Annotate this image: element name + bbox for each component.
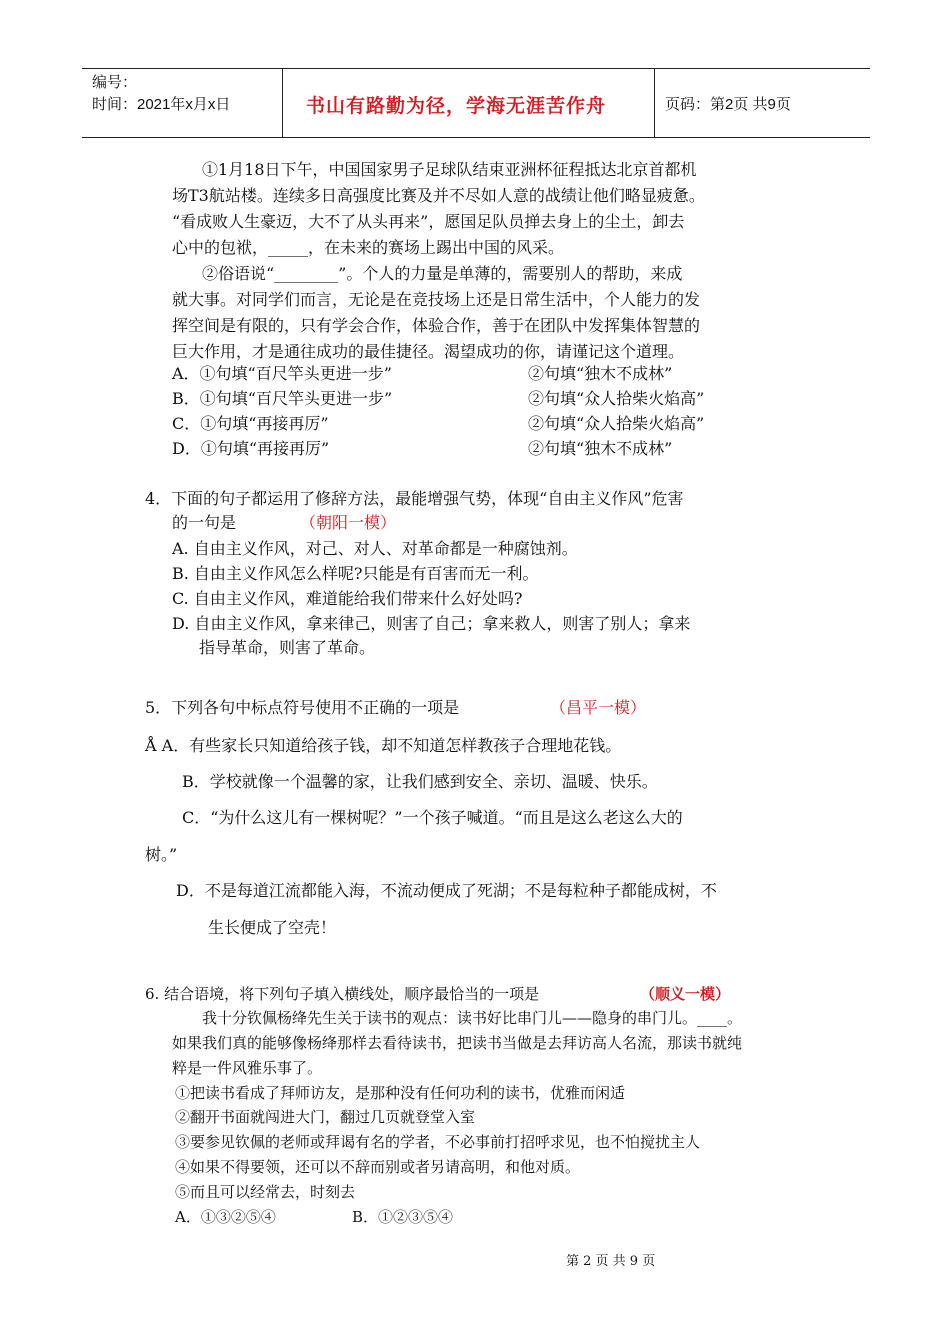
q6-item-1: ①把读书看成了拜师访友，是那种没有任何功利的读书，优雅而闲适 xyxy=(175,1084,626,1102)
header-divider xyxy=(654,69,655,137)
q6-item-5: ⑤而且可以经常去，时刻去 xyxy=(175,1183,356,1201)
q3-p2-line4: 巨大作用，才是通往成功的最佳捷径。渴望成功的你，请谨记这个道理。 xyxy=(172,342,685,361)
q3-p2-line1: ②俗语说“________”。个人的力量是单薄的，需要别人的帮助，来成 xyxy=(202,264,683,283)
q6-passage-line2: 如果我们真的能够像杨绛那样去看待读书，把读书当做是去拜访高人名流，那读书就纯 xyxy=(172,1034,743,1052)
header-motto: 书山有路勤为径，学海无涯苦作舟 xyxy=(306,95,607,117)
q6-item-4: ④如果不得要领，还可以不辞而别或者另请高明，和他对质。 xyxy=(175,1158,581,1176)
q6-source: （顺义一模） xyxy=(640,985,731,1003)
q3-option-a-left: A．①句填“百尺竿头更进一步” xyxy=(172,364,392,383)
q5-source: （昌平一模） xyxy=(550,698,647,717)
q5-option-c-line2: 树。” xyxy=(145,845,178,864)
q5-option-d-line1: D．不是每道江流都能入海，不流动便成了死湖；不是每粒种子都能成树，不 xyxy=(176,881,717,900)
q3-p1-line3: “看成败人生豪迈，大不了从头再来”，愿国足队员掸去身上的尘土，卸去 xyxy=(172,212,685,231)
q5-option-b: B．学校就像一个温馨的家，让我们感到安全、亲切、温暖、快乐。 xyxy=(182,772,658,791)
q3-option-b-left: B．①句填“百尺竿头更进一步” xyxy=(172,389,393,408)
q4-option-b: B. 自由主义作风怎么样呢?只能是有百害而无一利。 xyxy=(172,564,539,583)
q4-stem-line1: 4．下面的句子都运用了修辞方法，最能增强气势，体现“自由主义作风”危害 xyxy=(145,489,684,508)
q5-option-a: Å A．有些家长只知道给孩子钱，却不知道怎样教孩子合理地花钱。 xyxy=(145,736,622,755)
q5-stem: 5．下列各句中标点符号使用不正确的一项是 xyxy=(145,698,460,717)
q6-item-3: ③要参见钦佩的老师或拜谒有名的学者，不必事前打招呼求见，也不怕搅扰主人 xyxy=(175,1133,701,1151)
q6-passage-line1: 我十分钦佩杨绛先生关于读书的观点：读书好比串门儿——隐身的串门儿。____。 xyxy=(202,1009,743,1027)
q4-stem-line2: 的一句是 xyxy=(172,513,237,532)
q5-option-d-line2: 生长便成了空壳！ xyxy=(208,918,337,937)
q3-p2-line3: 挥空间是有限的，只有学会合作，体验合作，善于在团队中发挥集体智慧的 xyxy=(172,316,701,335)
q3-p2-line2: 就大事。对同学们而言，无论是在竞技场上还是日常生活中，个人能力的发 xyxy=(172,290,701,309)
page-footer: 第 2 页 共 9 页 xyxy=(566,1254,656,1269)
q6-item-2: ②翻开书面就闯进大门，翻过几页就登堂入室 xyxy=(175,1108,476,1126)
q3-p1-line4: 心中的包袱，_____，在未来的赛场上踢出中国的风采。 xyxy=(172,238,565,257)
q4-option-d-cont: 指导革命，则害了革命。 xyxy=(199,638,376,657)
q4-option-c: C. 自由主义作风，难道能给我们带来什么好处吗? xyxy=(172,589,523,608)
q4-option-d: D. 自由主义作风，拿来律己，则害了自己；拿来救人，则害了别人；拿来 xyxy=(172,614,691,633)
q3-option-d-right: ②句填“独木不成林” xyxy=(528,439,673,458)
q4-source: （朝阳一模） xyxy=(300,513,397,532)
q3-p1-line1: ①1月18日下午，中国国家男子足球队结束亚洲杯征程抵达北京首都机 xyxy=(202,160,697,179)
q3-option-c-left: C．①句填“再接再厉” xyxy=(172,414,329,433)
header-page-label: 页码：第2页 共9页 xyxy=(665,96,791,113)
q4-option-a: A. 自由主义作风，对己、对人、对革命都是一种腐蚀剂。 xyxy=(172,539,578,558)
header-divider xyxy=(282,69,283,137)
date-label: 时间：2021年x月x日 xyxy=(92,96,231,113)
q3-p1-line2: 场T3航站楼。连续多日高强度比赛及并不尽如人意的战绩让他们略显疲惫。 xyxy=(172,186,705,205)
q6-passage-line3: 粹是一件风雅乐事了。 xyxy=(172,1059,323,1077)
q3-option-c-right: ②句填“众人拾柴火焰高” xyxy=(528,414,705,433)
q6-stem: 6. 结合语境，将下列句子填入横线处，顺序最恰当的一项是 xyxy=(145,985,540,1003)
header-meta xyxy=(92,72,230,116)
q3-option-d-left: D．①句填“再接再厉” xyxy=(172,439,330,458)
q3-option-b-right: ②句填“众人拾柴火焰高” xyxy=(528,389,705,408)
q3-option-a-right: ②句填“独木不成林” xyxy=(528,364,673,383)
q6-option-b: B．①②③⑤④ xyxy=(352,1208,454,1226)
page-header xyxy=(82,68,870,138)
q5-option-c-line1: C．“为什么这儿有一棵树呢？”一个孩子喊道。“而且是这么老这么大的 xyxy=(182,808,683,827)
q6-option-a: A．①③②⑤④ xyxy=(175,1208,276,1226)
number-label: 编号： xyxy=(92,74,138,91)
